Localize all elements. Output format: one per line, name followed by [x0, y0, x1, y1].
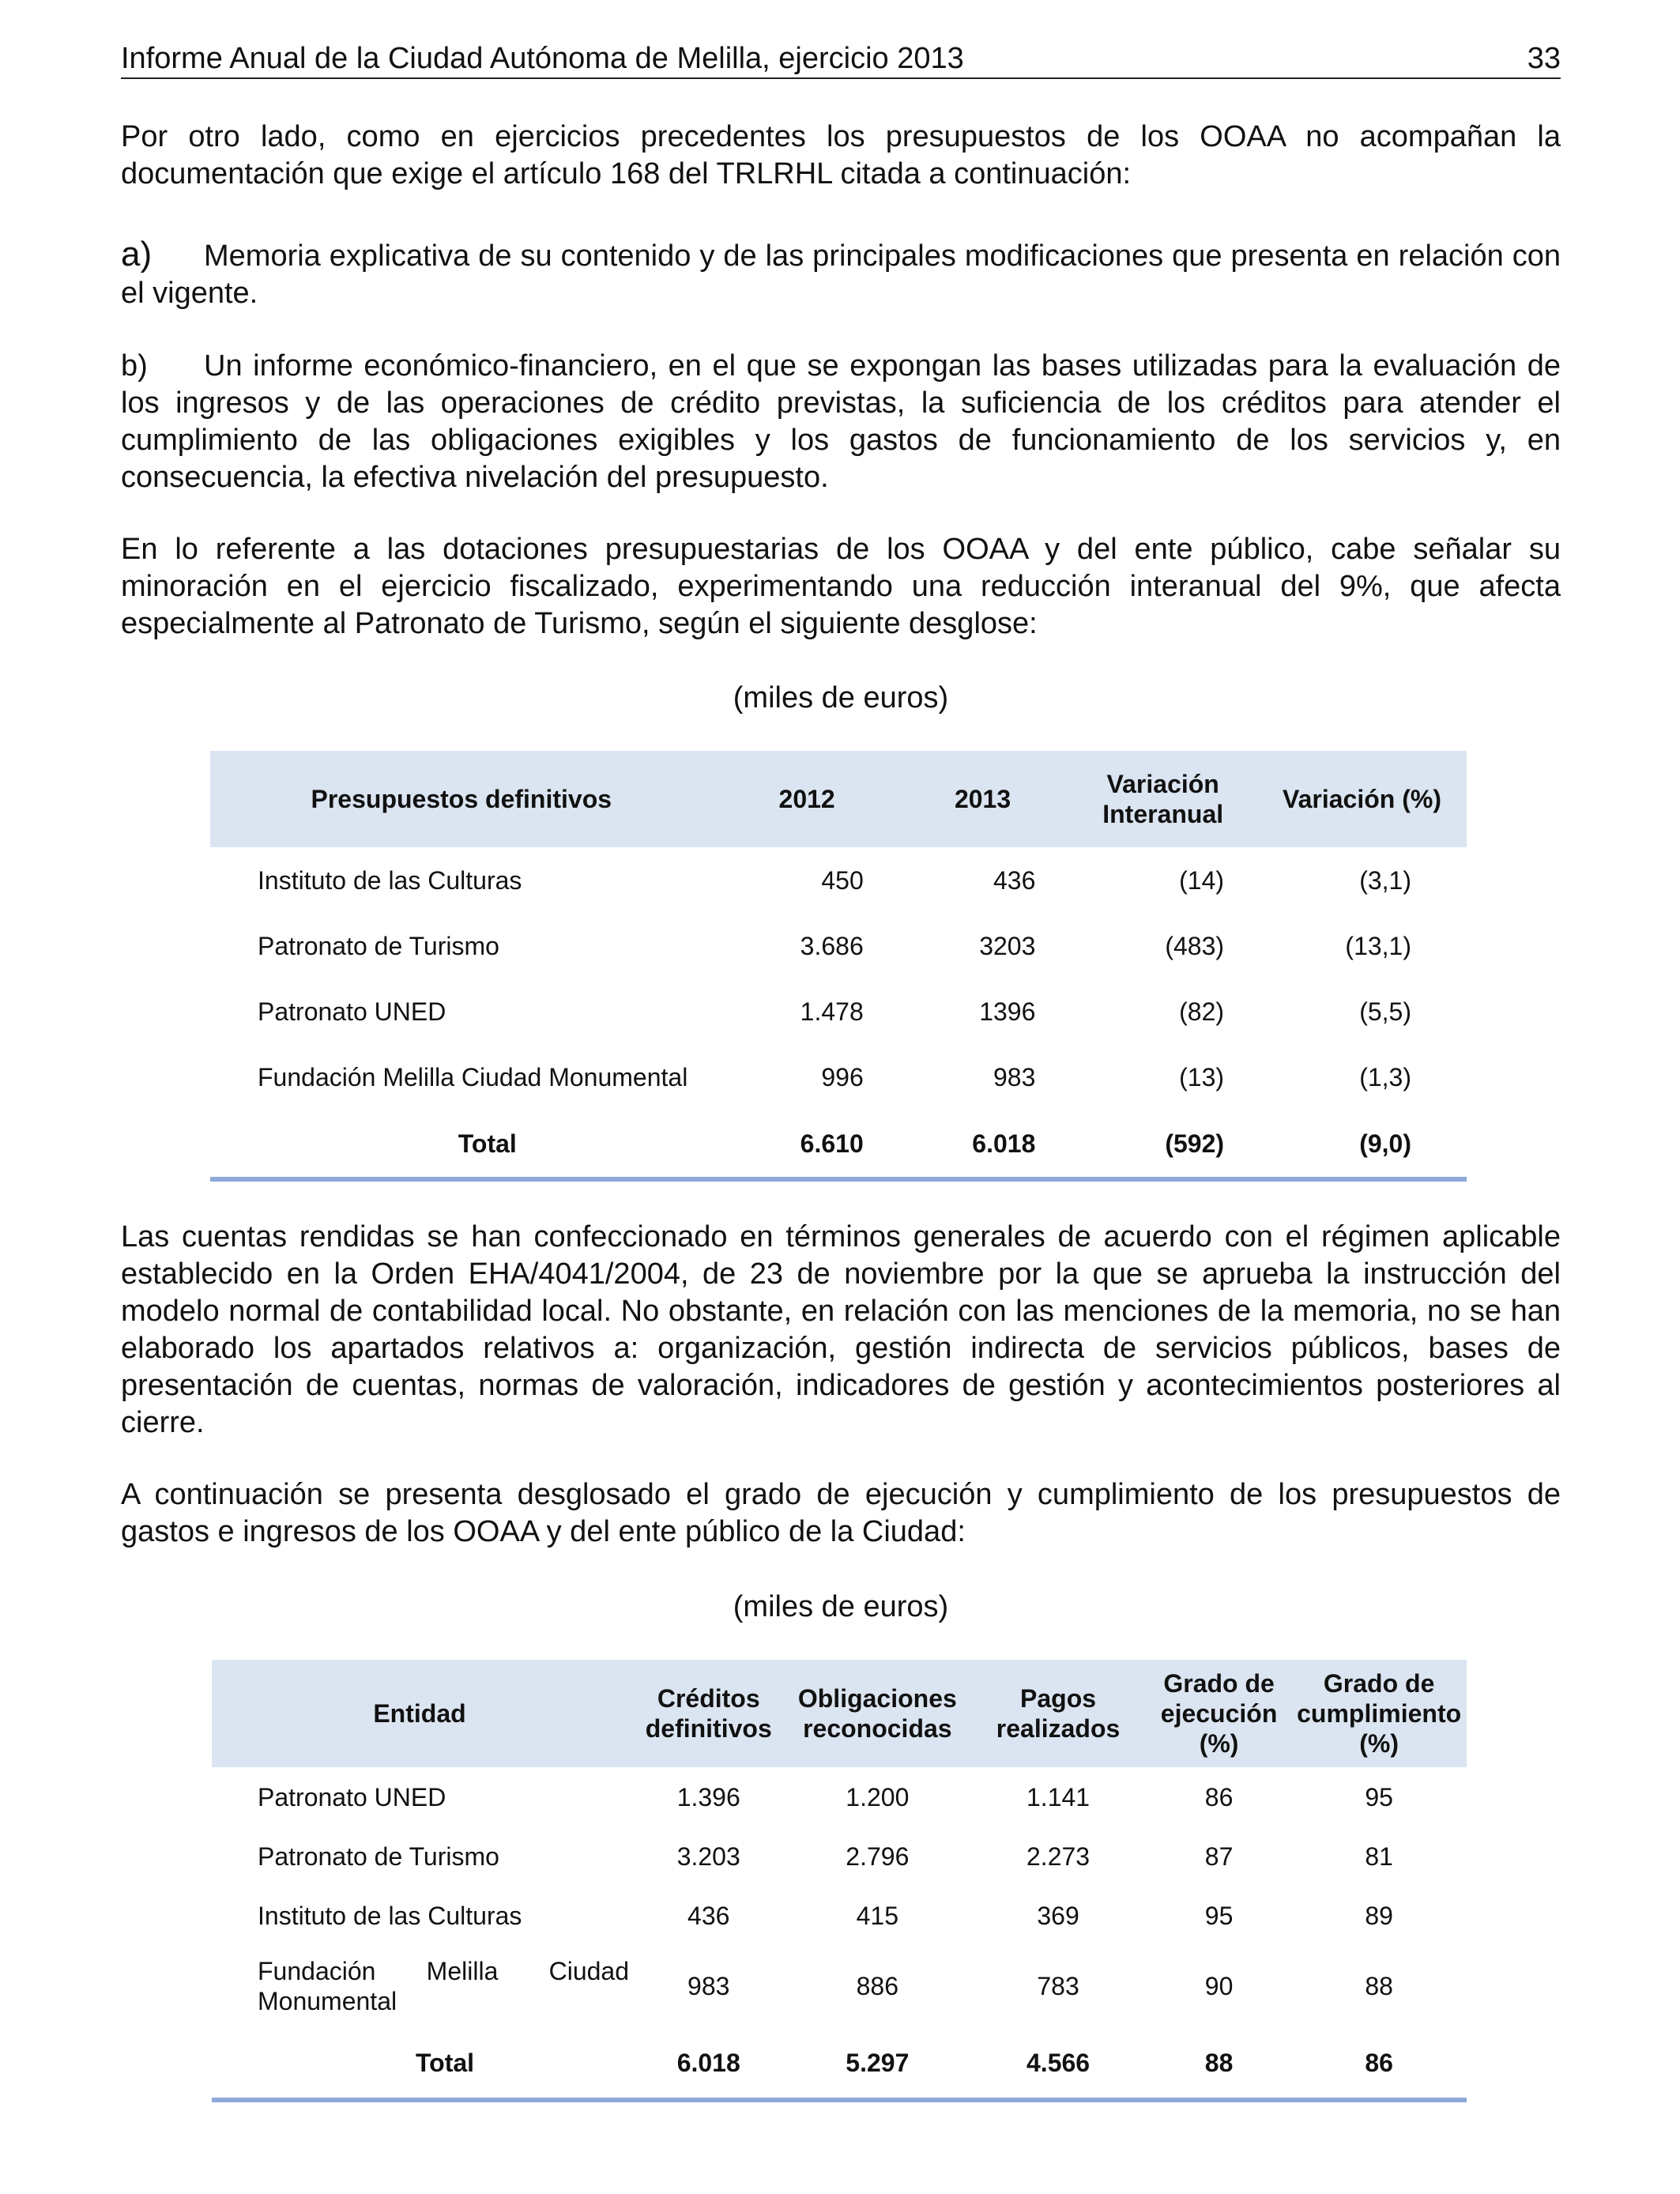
- row-pagos: 1.141: [1026, 1782, 1090, 1811]
- row-pagos: 369: [1037, 1901, 1079, 1930]
- item-a-label: a): [121, 235, 153, 273]
- row-2012: 450: [821, 865, 864, 895]
- total-pagos: 4.566: [1026, 2048, 1090, 2077]
- row-2013: 3203: [979, 931, 1036, 960]
- item-b: [121, 348, 1561, 496]
- row-obligaciones: 415: [856, 1901, 899, 1930]
- row-variation-pct: (1,3): [1359, 1062, 1411, 1091]
- row-2012: 3.686: [800, 931, 864, 960]
- row-entity: Fundación Melilla Ciudad Monumental: [258, 1957, 629, 2015]
- row-entity: Patronato de Turismo: [258, 1842, 499, 1871]
- row-creditos: 3.203: [676, 1842, 740, 1871]
- table-row: [212, 1767, 1467, 1826]
- header-2013: 2013: [897, 751, 1069, 847]
- row-variation-pct: (5,5): [1359, 997, 1411, 1026]
- header-variacion-pct: Variación (%): [1257, 751, 1467, 847]
- total-label: Total: [415, 2048, 475, 2077]
- table1-units: (miles de euros): [733, 681, 949, 714]
- row-2012: 996: [821, 1062, 864, 1091]
- row-entity: Fundación Melilla Ciudad Monumental: [258, 1062, 688, 1091]
- budget-table: [210, 751, 1467, 1182]
- table-row: [210, 913, 1467, 978]
- paragraph-intro: Por otro lado, como en ejercicios precedentes los presupuestos de los OOAA no acompañan la documentación que exige el artículo 168 del TRLRHL citada a continuación:: [121, 120, 1561, 190]
- paragraph-cuentas: Las cuentas rendidas se han confeccionado en términos generales de acuerdo con el régimen aplicable establecido en la Orden EHA/4041/2004, de 23 de noviembre por la que se aprueba la instrucción del modelo normal de contabilidad local. No obstante, en relación con las menciones de la memoria, no se han elaborado los apartados relativos a: organización, gestión indirecta de servicios públicos, bases de presentación de cuentas, normas de valoración, indicadores de gestión y acontecimientos posteriores al cierre.: [121, 1220, 1561, 1439]
- header-obligaciones: Obligaciones reconocidas: [785, 1660, 970, 1767]
- row-obligaciones: 1.200: [846, 1782, 910, 1811]
- row-variation-pct: (3,1): [1359, 865, 1411, 895]
- header-creditos: Créditos definitivos: [632, 1660, 785, 1767]
- execution-table-header: [212, 1660, 1467, 1767]
- paragraph-dotaciones: En lo referente a las dotaciones presupuestarias de los OOAA y del ente público, cabe señalar su minoración en el ejercicio fiscalizado, experimentando una reducción interanual del 9%, que afecta especialmente al Patronato de Turismo, según el siguiente desglose:: [121, 533, 1561, 640]
- row-pagos: 783: [1037, 1972, 1079, 2000]
- row-creditos: 436: [687, 1901, 730, 1930]
- total-creditos: 6.018: [676, 2048, 740, 2077]
- table-row: [210, 847, 1467, 913]
- total-grado-cumplimiento: 86: [1365, 2048, 1393, 2077]
- row-variation: (483): [1165, 931, 1225, 960]
- total-grado-ejecucion: 88: [1204, 2048, 1234, 2077]
- header-grado-cumplimiento: Grado de cumplimiento (%): [1291, 1660, 1467, 1767]
- total-variation-pct: (9,0): [1359, 1129, 1411, 1158]
- row-grado-ejecucion: 95: [1204, 1901, 1234, 1930]
- row-entity: Patronato de Turismo: [258, 931, 499, 960]
- row-variation: (13): [1179, 1062, 1225, 1091]
- row-grado-cumplimiento: 95: [1365, 1782, 1393, 1811]
- row-variation-pct: (13,1): [1345, 931, 1411, 960]
- table2-units: (miles de euros): [733, 1590, 949, 1623]
- row-creditos: 1.396: [676, 1782, 740, 1811]
- total-obligaciones: 5.297: [846, 2048, 910, 2077]
- table-row: [210, 978, 1467, 1044]
- row-variation: (14): [1179, 865, 1225, 895]
- row-grado-ejecucion: 86: [1204, 1782, 1234, 1811]
- row-grado-ejecucion: 87: [1204, 1842, 1234, 1871]
- row-obligaciones: 886: [856, 1972, 899, 2000]
- row-grado-cumplimiento: 89: [1365, 1901, 1393, 1930]
- page-header: [121, 41, 1561, 79]
- header-variacion-interanual: Variación Interanual: [1068, 751, 1257, 847]
- row-2013: 436: [993, 865, 1036, 895]
- total-2013: 6.018: [972, 1129, 1036, 1158]
- budget-table-header: [210, 751, 1467, 847]
- row-pagos: 2.273: [1026, 1842, 1090, 1871]
- paragraph-ejecucion: A continuación se presenta desglosado el grado de ejecución y cumplimiento de los presupuestos de gastos e ingresos de los OOAA y del ente público de la Ciudad:: [121, 1478, 1561, 1548]
- page-number: 33: [1527, 42, 1561, 75]
- item-b-label: b): [121, 349, 148, 383]
- table-row: [210, 1044, 1467, 1110]
- table-row: [212, 1945, 1467, 2027]
- header-pagos: Pagos realizados: [970, 1660, 1147, 1767]
- report-title: Informe Anual de la Ciudad Autónoma de Melilla, ejercicio 2013: [121, 42, 964, 75]
- row-creditos: 983: [687, 1972, 730, 2000]
- item-a: [121, 236, 1561, 312]
- row-2013: 983: [993, 1062, 1036, 1091]
- total-2012: 6.610: [800, 1129, 864, 1158]
- row-obligaciones: 2.796: [846, 1842, 910, 1871]
- row-variation: (82): [1179, 997, 1225, 1026]
- row-grado-cumplimiento: 81: [1365, 1842, 1393, 1871]
- header-presupuestos: Presupuestos definitivos: [210, 751, 718, 847]
- table-row: [212, 1826, 1467, 1886]
- row-entity: Instituto de las Culturas: [258, 1901, 522, 1930]
- row-2013: 1396: [979, 997, 1036, 1026]
- row-entity: Instituto de las Culturas: [258, 865, 522, 895]
- total-row: [210, 1110, 1467, 1179]
- execution-table: [212, 1660, 1467, 2102]
- item-a-text: Memoria explicativa de su contenido y de las principales modificaciones que presenta en relación con el vigente.: [121, 239, 1561, 310]
- header-entidad: Entidad: [212, 1660, 632, 1767]
- row-2012: 1.478: [800, 997, 864, 1026]
- header-2012: 2012: [718, 751, 897, 847]
- item-b-text: Un informe económico-financiero, en el que se expongan las bases utilizadas para la evaluación de los ingresos y de las operaciones de crédito previstas, la suficiencia de los créditos para atender el cumplimiento de las obligaciones exigibles y los gastos de funcionamiento de los servicios y, en consecuencia, la efectiva nivelación del presupuesto.: [121, 349, 1561, 494]
- total-row: [212, 2027, 1467, 2100]
- row-grado-cumplimiento: 88: [1365, 1972, 1393, 2000]
- row-grado-ejecucion: 90: [1204, 1972, 1234, 2000]
- header-grado-ejecucion: Grado de ejecución (%): [1147, 1660, 1291, 1767]
- table-row: [212, 1886, 1467, 1945]
- row-entity: Patronato UNED: [258, 997, 446, 1026]
- row-entity: Patronato UNED: [258, 1782, 446, 1811]
- total-label: Total: [458, 1129, 517, 1158]
- total-variation: (592): [1165, 1129, 1225, 1158]
